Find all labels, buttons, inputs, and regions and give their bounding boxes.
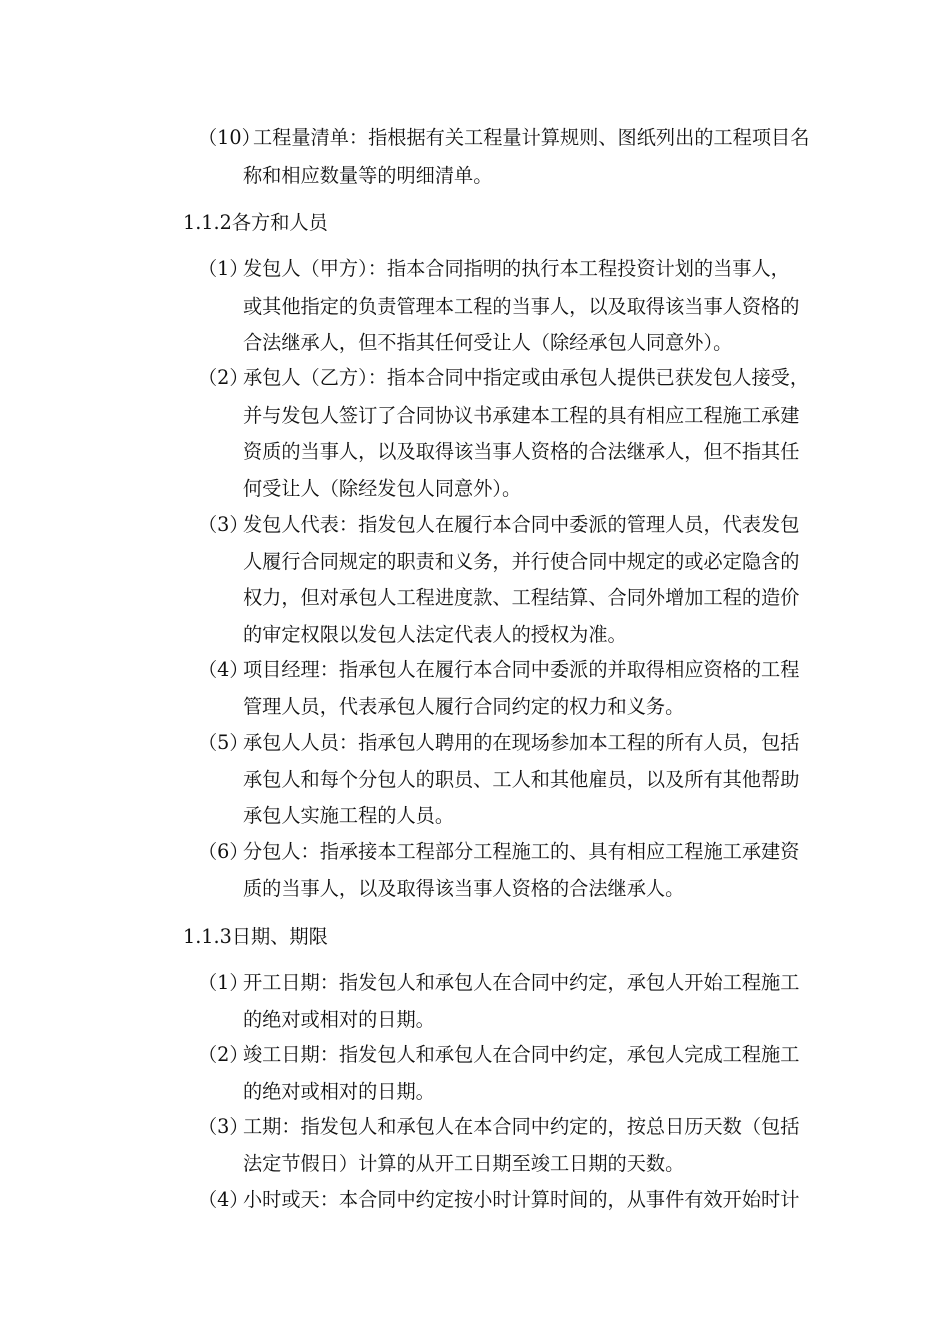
item-text-line: 法定节假日）计算的从开工日期至竣工日期的天数。 (243, 1152, 685, 1175)
item-text-line: 何受让人（除经发包人同意外）。 (243, 477, 522, 500)
item-text-line: 承包人和每个分包人的职员、工人和其他雇员，以及所有其他帮助 (243, 768, 800, 791)
item-text-line: 项目经理：指承包人在履行本合同中委派的并取得相应资格的工程 (243, 658, 800, 681)
item-number: （3） (198, 1115, 249, 1138)
item-text-line: 的绝对或相对的日期。 (243, 1080, 435, 1103)
item-number: （1） (198, 257, 249, 280)
item-number: （4） (198, 1188, 249, 1211)
item-text-line: 承包人人员：指承包人聘用的在现场参加本工程的所有人员，包括 (243, 731, 800, 754)
item-text-line: 分包人：指承接本工程部分工程施工的、具有相应工程施工承建资 (243, 840, 800, 863)
item-text-line: 工程量清单：指根据有关工程量计算规则、图纸列出的工程项目名 (253, 126, 810, 149)
item-text-line: 并与发包人签订了合同协议书承建本工程的具有相应工程施工承建 (243, 404, 800, 427)
item-text-line: 开工日期：指发包人和承包人在合同中约定，承包人开始工程施工 (243, 971, 800, 994)
item-number: （5） (198, 731, 249, 754)
item-number: （1） (198, 971, 249, 994)
item-text-line: 资质的当事人，以及取得该当事人资格的合法继承人，但不指其任 (243, 440, 800, 463)
item-text-line: 合法继承人，但不指其任何受让人（除经承包人同意外）。 (243, 331, 733, 354)
item-number: （2） (198, 366, 249, 389)
item-text-line: 小时或天：本合同中约定按小时计算时间的，从事件有效开始时计 (243, 1188, 800, 1211)
item-text-line: 发包人（甲方）：指本合同指明的执行本工程投资计划的当事人， (243, 257, 790, 280)
item-number: （10） (198, 126, 261, 149)
item-number: （6） (198, 840, 249, 863)
item-text-line: 权力，但对承包人工程进度款、工程结算、合同外增加工程的造价 (243, 586, 800, 609)
item-text-line: 承包人（乙方）：指本合同中指定或由承包人提供已获发包人接受， (243, 366, 810, 389)
item-text-line: 发包人代表：指发包人在履行本合同中委派的管理人员，代表发包 (243, 513, 800, 536)
item-number: （2） (198, 1043, 249, 1066)
section-heading-parties: 1.1.2各方和人员 (183, 211, 328, 234)
item-text-line: 的绝对或相对的日期。 (243, 1008, 435, 1031)
item-text-line: 或其他指定的负责管理本工程的当事人，以及取得该当事人资格的 (243, 295, 800, 318)
item-text-line: 竣工日期：指发包人和承包人在合同中约定，承包人完成工程施工 (243, 1043, 800, 1066)
item-number: （4） (198, 658, 249, 681)
item-text-line: 工期：指发包人和承包人在本合同中约定的，按总日历天数（包括 (243, 1115, 800, 1138)
item-text-line: 质的当事人，以及取得该当事人资格的合法继承人。 (243, 877, 685, 900)
section-heading-dates: 1.1.3日期、期限 (183, 925, 328, 948)
item-text-line: 的审定权限以发包人法定代表人的授权为准。 (243, 623, 627, 646)
item-text-line: 承包人实施工程的人员。 (243, 804, 455, 827)
item-text-line: 人履行合同规定的职责和义务，并行使合同中规定的或必定隐含的 (243, 550, 800, 573)
item-text-line: 称和相应数量等的明细清单。 (243, 164, 493, 187)
item-number: （3） (198, 513, 249, 536)
item-text-line: 管理人员，代表承包人履行合同约定的权力和义务。 (243, 695, 685, 718)
